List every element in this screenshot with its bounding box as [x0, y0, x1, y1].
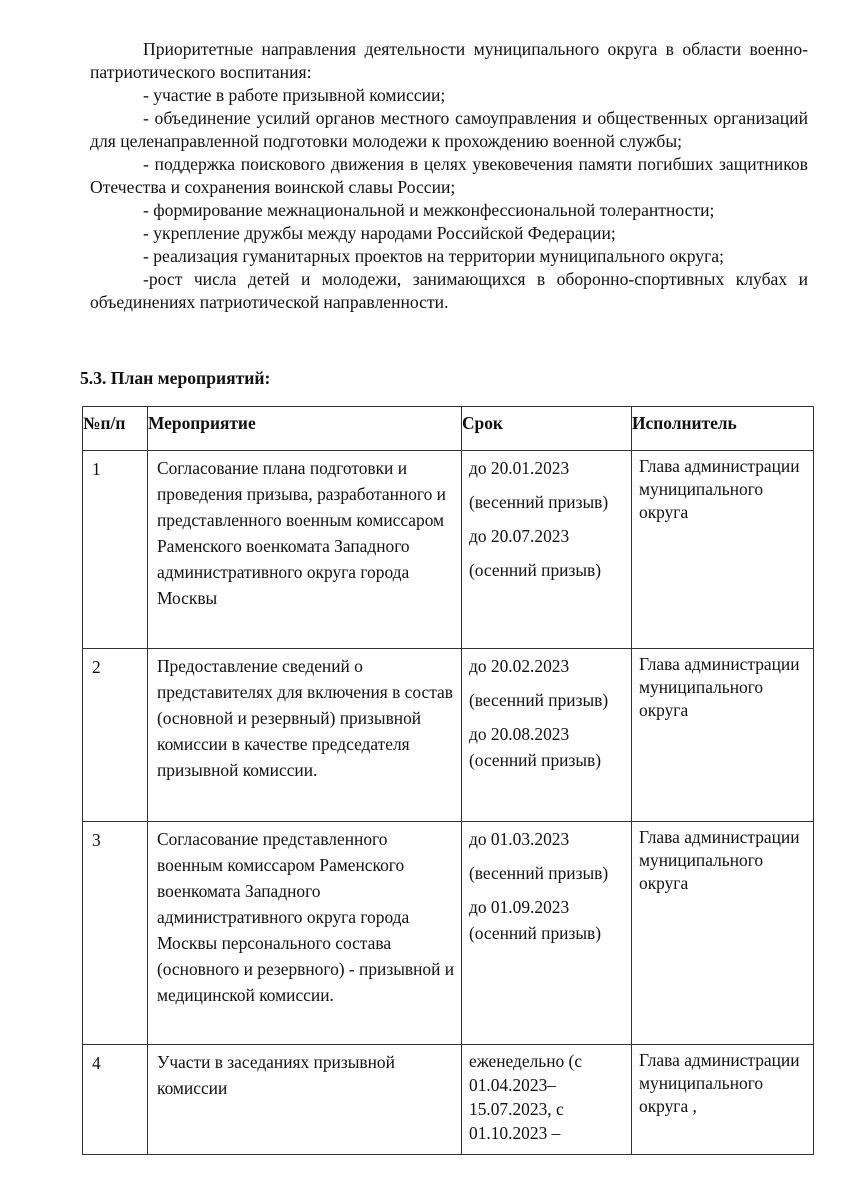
table-row [83, 649, 814, 822]
term-text: (весенний призыв) [469, 690, 609, 710]
row-number: 3 [83, 822, 148, 1045]
header-executor: Исполнитель [632, 407, 814, 451]
intro-item: - объединение усилий органов местного самоуправления и общественных организаций для целенаправленной подготовки молодежи к прохождению военной службы; [90, 108, 808, 151]
row-term [462, 1045, 632, 1155]
header-term: Срок [462, 407, 632, 451]
row-term [462, 822, 632, 1045]
row-term [462, 451, 632, 649]
events-plan-table [82, 406, 814, 1155]
intro-item: -рост числа детей и молодежи, занимающихся в оборонно-спортивных клубах и объединениях патриотической направленности. [90, 269, 808, 312]
section-title: 5.3. План мероприятий: [80, 368, 271, 388]
intro-item: - реализация гуманитарных проектов на территории муниципального округа; [143, 246, 724, 266]
row-event: Участи в заседаниях призывной комиссии [148, 1045, 462, 1155]
intro-item: - укрепление дружбы между народами Российской Федерации; [143, 223, 616, 243]
intro-item: - поддержка поискового движения в целях увековечения памяти погибших защитников Отечества и сохранения воинской славы России; [90, 154, 808, 197]
header-number: №п/п [83, 407, 148, 451]
row-executor: Глава администрации муниципального округа , [632, 1045, 814, 1155]
table-row [83, 822, 814, 1045]
term-text: до 01.09.2023 (осенний призыв) [469, 897, 602, 943]
row-number: 2 [83, 649, 148, 822]
term-text: до 20.02.2023 [469, 656, 570, 676]
row-executor: Глава администрации муниципального округа [632, 451, 814, 649]
row-number: 1 [83, 451, 148, 649]
intro-item: - участие в работе призывной комиссии; [143, 85, 446, 105]
table-row [83, 451, 814, 649]
term-text: (весенний призыв) [469, 863, 609, 883]
table-header-row [83, 407, 814, 451]
row-event: Согласование плана подготовки и проведения призыва, разработанного и представленного военным комиссаром Раменского военкомата Западного административного округа города Москвы [148, 451, 462, 649]
row-number: 4 [83, 1045, 148, 1155]
term-text: до 20.01.2023 [469, 458, 570, 478]
term-text: до 20.07.2023 [469, 526, 570, 546]
header-event: Мероприятие [148, 407, 462, 451]
term-text: еженедельно (с 01.04.2023– 15.07.2023, с 01.10.2023 – [469, 1051, 583, 1143]
row-executor: Глава администрации муниципального округа [632, 649, 814, 822]
term-text: до 01.03.2023 [469, 829, 570, 849]
table-row [83, 1045, 814, 1155]
term-text: до 20.08.2023 (осенний призыв) [469, 724, 602, 770]
intro-text [90, 38, 808, 314]
intro-heading-paragraph: Приоритетные направления деятельности муниципального округа в области военно-патриотического воспитания: [90, 39, 808, 82]
row-executor: Глава администрации муниципального округа [632, 822, 814, 1045]
row-event: Согласование представленного военным комиссаром Раменского военкомата Западного административного округа города Москвы персонального состава (основного и резервного) - призывной и медицинской комиссии. [148, 822, 462, 1045]
term-text: (весенний призыв) [469, 492, 609, 512]
intro-item: - формирование межнациональной и межконфессиональной толерантности; [143, 200, 715, 220]
row-term [462, 649, 632, 822]
row-event: Предоставление сведений о представителях для включения в состав (основной и резервный) призывной комиссии в качестве председателя призывной комиссии. [148, 649, 462, 822]
term-text: (осенний призыв) [469, 560, 602, 580]
